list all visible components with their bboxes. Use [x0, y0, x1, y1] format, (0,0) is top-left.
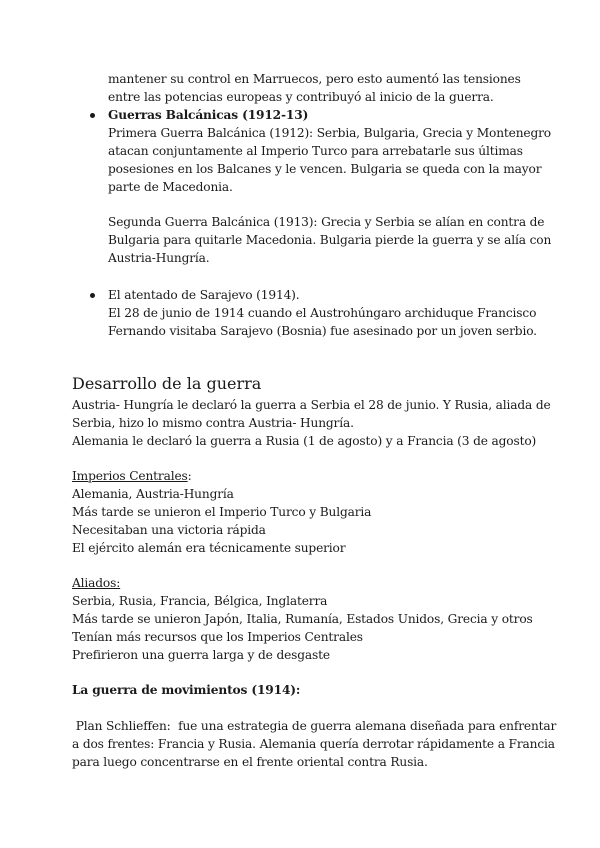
- sarajevo-title: El atentado de Sarajevo (1914).: [108, 288, 300, 302]
- central-powers-title-colon: :: [187, 469, 192, 483]
- text-line: Serbia, hizo lo mismo contra Austria- Hungría.: [72, 416, 354, 430]
- central-powers-title-text: Imperios Centrales: [72, 469, 188, 483]
- list-line: Necesitaban una victoria rápida: [72, 523, 266, 537]
- list-line: Prefirieron una guerra larga y de desgaste: [72, 648, 330, 662]
- text-line: Fernando visitaba Sarajevo (Bosnia) fue asesinado por un joven serbio.: [108, 324, 537, 338]
- sarajevo-item: [108, 286, 537, 340]
- section-heading: Desarrollo de la guerra: [72, 374, 262, 393]
- central-powers-title: [72, 467, 371, 485]
- text-line: para luego concentrarse en el frente oriental contra Rusia.: [72, 755, 428, 769]
- text-line: Segunda Guerra Balcánica (1913): Grecia y Serbia se alían en contra de: [108, 215, 545, 229]
- second-balkan-war-paragraph: [108, 213, 551, 267]
- allies-block: [72, 574, 533, 664]
- allies-title: Aliados:: [72, 576, 121, 590]
- central-powers-block: [72, 467, 371, 557]
- text-line: Alemania le declaró la guerra a Rusia (1 de agosto) y a Francia (3 de agosto): [72, 434, 537, 448]
- text-line: posesiones en los Balcanes y le vencen. Bulgaria se queda con la mayor: [108, 162, 542, 176]
- text-line: El 28 de junio de 1914 cuando el Austrohúngaro archiduque Francisco: [108, 306, 537, 320]
- balkan-wars-item: [108, 106, 551, 196]
- text-line: parte de Macedonia.: [108, 180, 233, 194]
- text-line: Austria-Hungría.: [108, 251, 210, 265]
- development-paragraph: [72, 396, 551, 450]
- list-line: El ejército alemán era técnicamente superior: [72, 541, 346, 555]
- text-line: Bulgaria para quitarle Macedonia. Bulgaria pierde la guerra y se alía con: [108, 233, 552, 247]
- schlieffen-paragraph: [72, 717, 556, 771]
- text-line: mantener su control en Marruecos, pero esto aumentó las tensiones: [108, 72, 521, 86]
- list-line: Más tarde se unieron Japón, Italia, Rumanía, Estados Unidos, Grecia y otros: [72, 612, 533, 626]
- text-line: Plan Schlieffen: fue una estrategia de guerra alemana diseñada para enfrentar: [72, 719, 557, 733]
- text-line: Austria- Hungría le declaró la guerra a Serbia el 28 de junio. Y Rusia, aliada de: [72, 398, 551, 412]
- text-line: atacan conjuntamente al Imperio Turco para arrebatarle sus últimas: [108, 144, 523, 158]
- bullet-icon: [90, 113, 95, 118]
- list-line: Alemania, Austria-Hungría: [72, 487, 234, 501]
- list-line: Tenían más recursos que los Imperios Centrales: [72, 630, 363, 644]
- intro-continuation: [108, 70, 521, 106]
- text-line: a dos frentes: Francia y Rusia. Alemania quería derrotar rápidamente a Francia: [72, 737, 555, 751]
- text-line: entre las potencias europeas y contribuyó al inicio de la guerra.: [108, 90, 494, 104]
- balkan-wars-title: Guerras Balcánicas (1912-13): [108, 108, 309, 122]
- list-line: Serbia, Rusia, Francia, Bélgica, Inglaterra: [72, 594, 328, 608]
- text-line: Primera Guerra Balcánica (1912): Serbia, Bulgaria, Grecia y Montenegro: [108, 126, 551, 140]
- movement-war-title: La guerra de movimientos (1914):: [72, 683, 301, 697]
- bullet-icon: [90, 293, 95, 298]
- list-line: Más tarde se unieron el Imperio Turco y Bulgaria: [72, 505, 372, 519]
